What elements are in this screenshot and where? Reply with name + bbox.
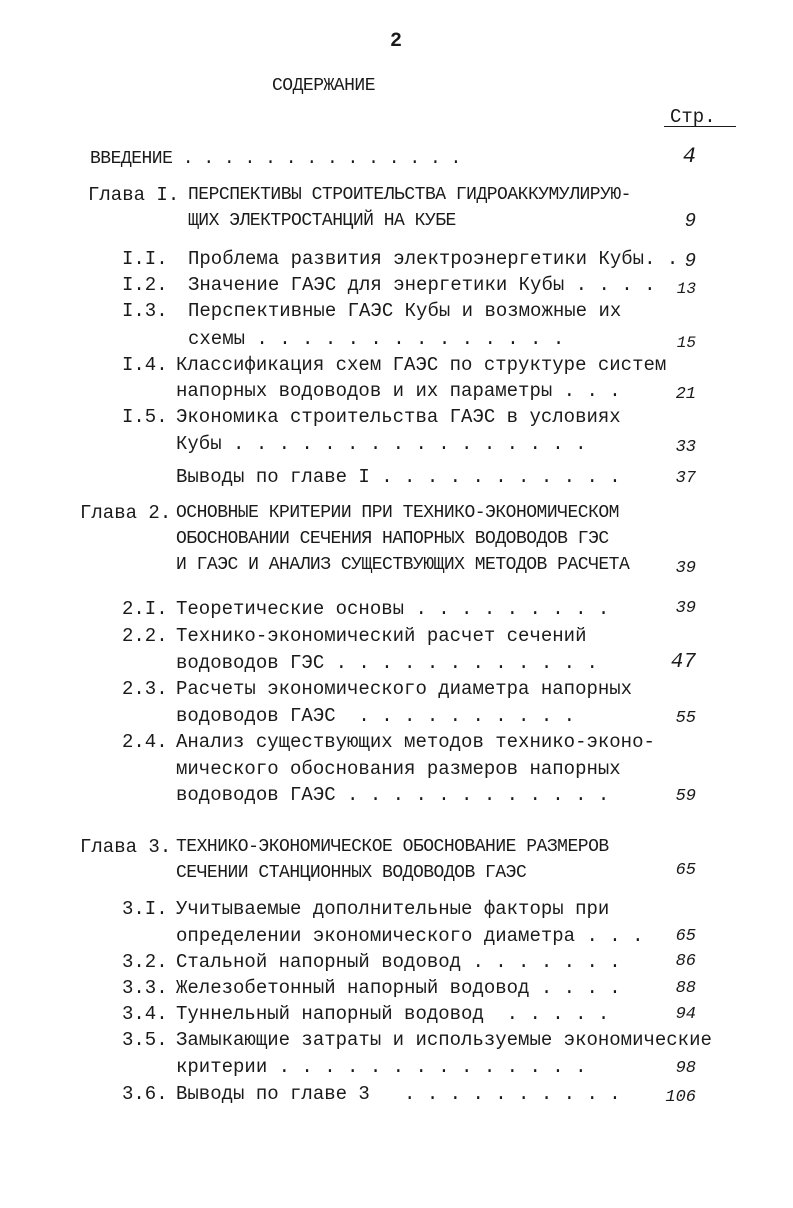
toc-section-title: Кубы . . . . . . . . . . . . . . . . [176,433,587,455]
toc-page: 39 [675,559,696,578]
toc-section-title: Железобетонный напорный водовод . . . . [176,977,621,999]
toc-page: 88 [675,979,696,998]
toc-section-number: 2.3. [122,678,168,700]
toc-section-title: Учитываемые дополнительные факторы при [176,898,610,920]
toc-chapter-number: Глава 3. [80,836,172,858]
toc-page: 65 [675,861,696,880]
toc-chapter-title-line: ОСНОВНЫЕ КРИТЕРИИ ПРИ ТЕХНИКО-ЭКОНОМИЧЕСКОМ [176,503,619,523]
toc-title: СОДЕРЖАНИЕ [272,76,376,96]
toc-section-number: 3.6. [122,1083,168,1105]
toc-section-title: Проблема развития электроэнергетики Кубы. . [188,248,679,270]
toc-section-title: схемы . . . . . . . . . . . . . . [188,328,565,350]
toc-section-number: I.I. [122,248,168,270]
toc-page: 98 [675,1059,696,1078]
page-column-underline [664,126,736,127]
toc-page: 4 [682,144,696,169]
toc-page: 55 [675,709,696,728]
toc-section-title: водоводов ГАЭС . . . . . . . . . . . . [176,784,610,806]
toc-section-title: Анализ существующих методов технико-эконо- [176,731,655,753]
toc-section-number: 3.3. [122,977,168,999]
toc-section-title: Перспективные ГАЭС Кубы и возможные их [188,300,622,322]
toc-page: 65 [675,927,696,946]
toc-page: 21 [675,385,696,404]
toc-section-title: Экономика строительства ГАЭС в условиях [176,406,621,428]
toc-page: 94 [675,1005,696,1024]
toc-page: 15 [676,334,696,352]
toc-section-number: I.4. [122,354,168,376]
toc-section-title: мического обоснования размеров напорных [176,758,621,780]
toc-page: 9 [684,250,696,272]
toc-section-title: Значение ГАЭС для энергетики Кубы . . . . [188,274,656,296]
toc-section-title: Замыкающие затраты и используемые экономические [176,1029,712,1051]
toc-section-number: 3.2. [122,951,168,973]
toc-section-number: 3.4. [122,1003,168,1025]
toc-section-number: I.3. [122,300,168,322]
toc-chapter-number: Глава I. [88,184,180,206]
toc-page: 37 [675,469,696,488]
toc-section-number: 3.5. [122,1029,168,1051]
toc-chapter-number: Глава 2. [80,502,172,524]
toc-section-number: 2.2. [122,625,168,647]
toc-page: 39 [675,599,696,618]
page-column-label: Стр. [670,106,716,128]
toc-section-title: напорных водоводов и их параметры . . . [176,380,621,402]
toc-page: 47 [670,651,696,674]
toc-chapter-title-line: ПЕРСПЕКТИВЫ СТРОИТЕЛЬСТВА ГИДРОАККУМУЛИРУЮ- [188,185,631,205]
toc-section-number: 2.4. [122,731,168,753]
toc-chapter-title-line: ТЕХНИКО-ЭКОНОМИЧЕСКОЕ ОБОСНОВАНИЕ РАЗМЕРОВ [176,837,609,857]
toc-page: 13 [676,280,696,298]
toc-section-title: Теоретические основы . . . . . . . . . [176,598,610,620]
toc-section-number: 3.I. [122,898,168,920]
toc-section-title: водоводов ГЭС . . . . . . . . . . . . [176,652,598,674]
toc-section-title: водоводов ГАЭС . . . . . . . . . . [176,705,576,727]
toc-page: 86 [675,952,696,971]
toc-section-title: Технико-экономический расчет сечений [176,625,587,647]
toc-page: 59 [675,787,696,806]
toc-chapter-title-line: ОБОСНОВАНИИ СЕЧЕНИЯ НАПОРНЫХ ВОДОВОДОВ ГЭС [176,529,609,549]
toc-section-title: Туннельный напорный водовод . . . . . [176,1003,610,1025]
toc-section-number: 2.I. [122,598,168,620]
toc-page: 9 [684,210,696,232]
toc-chapter-title-line: И ГАЭС И АНАЛИЗ СУЩЕСТВУЮЩИХ МЕТОДОВ РАСЧЕТА [176,555,630,575]
toc-page: 33 [675,438,696,457]
toc-section-number: I.5. [122,406,168,428]
toc-entry-intro: ВВЕДЕНИЕ . . . . . . . . . . . . . . [90,149,461,169]
toc-section-title: Расчеты экономического диаметра напорных [176,678,633,700]
toc-section-title: критерии . . . . . . . . . . . . . . [176,1056,587,1078]
toc-chapter-title-line: СЕЧЕНИИ СТАНЦИОННЫХ ВОДОВОДОВ ГАЭС [176,863,527,883]
toc-section-title: определении экономического диаметра . . . [176,925,644,947]
toc-section-title: Выводы по главе 3 . . . . . . . . . . [176,1083,621,1105]
toc-chapter-title-line: ЩИХ ЭЛЕКТРОСТАНЦИЙ НА КУБЕ [188,211,456,231]
toc-page: 106 [665,1088,696,1107]
toc-section-title: Классификация схем ГАЭС по структуре систем [176,354,667,376]
toc-section-title: Стальной напорный водовод . . . . . . . [176,951,621,973]
page-number: 2 [390,30,403,53]
toc-section-number: I.2. [122,274,168,296]
toc-conclusion: Выводы по главе I . . . . . . . . . . . [176,466,621,488]
